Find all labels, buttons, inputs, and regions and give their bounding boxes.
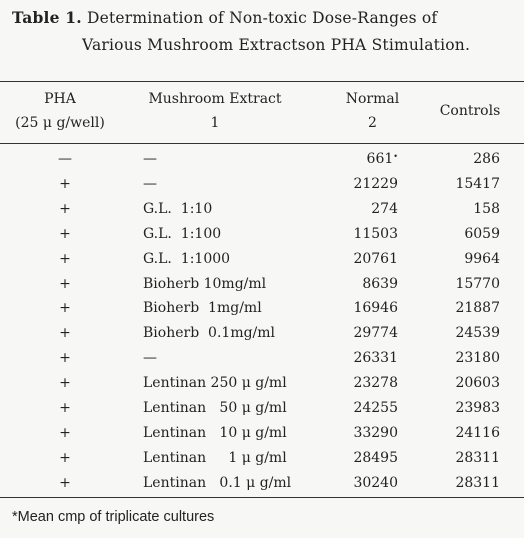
cell-normal-value: 20761 xyxy=(353,250,398,267)
header-extract-number: 1 xyxy=(210,115,220,131)
header-extract xyxy=(140,87,290,135)
table-body xyxy=(0,147,524,496)
table-row xyxy=(0,147,524,172)
cell-normal xyxy=(320,172,398,199)
cell-controls: 286 xyxy=(473,151,500,167)
cell-normal xyxy=(320,471,398,498)
table-row xyxy=(0,222,524,247)
cell-pha: + xyxy=(59,200,71,217)
cell-normal xyxy=(320,247,398,274)
table-row xyxy=(0,321,524,346)
table-row xyxy=(0,296,524,321)
header-pha xyxy=(10,87,110,135)
cell-pha: + xyxy=(59,375,71,392)
cell-normal xyxy=(320,147,398,174)
table-row xyxy=(0,346,524,371)
footnote: *Mean cmp of triplicate cultures xyxy=(12,509,215,525)
cell-normal-value: 16946 xyxy=(353,300,398,317)
cell-extract: G.L. 1:10 xyxy=(143,200,213,217)
cell-normal-value: 33290 xyxy=(353,424,398,441)
cell-extract: Lentinan 250 μ g/ml xyxy=(143,375,287,392)
cell-controls: 23983 xyxy=(455,400,500,417)
cell-extract: G.L. 1:1000 xyxy=(143,250,231,267)
cell-normal xyxy=(320,272,398,299)
cell-pha: + xyxy=(59,325,71,342)
cell-normal xyxy=(320,421,398,448)
header-normal xyxy=(330,87,415,135)
caption-line-1: Determination of Non-toxic Dose-Ranges of xyxy=(87,9,438,27)
cell-controls: 28311 xyxy=(455,449,500,466)
table-row xyxy=(0,272,524,297)
cell-pha: + xyxy=(59,275,71,292)
cell-normal xyxy=(320,446,398,473)
cell-normal-value: 11503 xyxy=(353,225,398,242)
cell-normal-value: 30240 xyxy=(353,474,398,491)
cell-extract: Lentinan 10 μ g/ml xyxy=(143,424,287,441)
cell-normal-value: 24255 xyxy=(353,400,398,417)
cell-extract: — xyxy=(143,151,157,167)
table-row xyxy=(0,371,524,396)
cell-controls: 6059 xyxy=(464,225,500,242)
table-row xyxy=(0,421,524,446)
cell-controls: 20603 xyxy=(455,375,500,392)
cell-controls: 24539 xyxy=(455,325,500,342)
cell-pha: + xyxy=(59,225,71,242)
header-normal-title: Normal xyxy=(345,91,400,107)
header-controls xyxy=(425,99,515,123)
table-label: Table 1. xyxy=(12,8,82,27)
cell-pha: + xyxy=(59,449,71,466)
cell-controls: 15770 xyxy=(455,275,500,292)
cell-controls: 9964 xyxy=(464,250,500,267)
cell-normal xyxy=(320,321,398,348)
table-row xyxy=(0,172,524,197)
cell-normal-value: 23278 xyxy=(353,375,398,392)
cell-normal-value: 29774 xyxy=(353,325,398,342)
header-extract-title: Mushroom Extract xyxy=(148,91,282,107)
header-pha-title: PHA xyxy=(44,91,76,107)
table-row xyxy=(0,197,524,222)
cell-controls: 24116 xyxy=(455,424,500,441)
top-rule xyxy=(0,81,524,82)
caption-line-2: Various Mushroom Extractson PHA Stimulation. xyxy=(82,36,471,54)
cell-normal xyxy=(320,371,398,398)
table-row xyxy=(0,446,524,471)
cell-pha: + xyxy=(59,175,71,192)
cell-normal-value: 21229 xyxy=(353,175,398,192)
table-row xyxy=(0,396,524,421)
cell-normal-mark: • xyxy=(393,152,398,161)
cell-pha: + xyxy=(59,350,71,367)
cell-pha: + xyxy=(59,400,71,417)
header-pha-dose: (25 μ g/well) xyxy=(15,115,105,131)
header-rule xyxy=(0,143,524,144)
cell-normal-value: 26331 xyxy=(353,350,398,367)
cell-pha: + xyxy=(59,424,71,441)
cell-controls: 28311 xyxy=(455,474,500,491)
cell-normal-value: 661 xyxy=(366,151,394,167)
cell-extract: Bioherb 1mg/ml xyxy=(143,300,262,317)
cell-normal xyxy=(320,296,398,323)
table-row xyxy=(0,247,524,272)
header-normal-number: 2 xyxy=(368,115,377,131)
cell-pha: + xyxy=(59,250,71,267)
cell-normal-value: 274 xyxy=(371,200,398,217)
cell-normal xyxy=(320,197,398,224)
cell-extract: Bioherb 0.1mg/ml xyxy=(143,325,276,342)
cell-normal xyxy=(320,222,398,249)
cell-normal xyxy=(320,346,398,373)
table-caption xyxy=(12,4,517,59)
cell-pha: + xyxy=(59,474,71,491)
bottom-rule xyxy=(0,497,524,498)
cell-normal xyxy=(320,396,398,423)
cell-extract: Lentinan 50 μ g/ml xyxy=(143,400,287,417)
cell-extract: — xyxy=(143,350,157,367)
cell-controls: 21887 xyxy=(455,300,500,317)
cell-pha: — xyxy=(58,151,72,167)
cell-extract: Lentinan 1 μ g/ml xyxy=(143,449,287,466)
cell-controls: 23180 xyxy=(455,350,500,367)
cell-controls: 15417 xyxy=(455,175,500,192)
cell-pha: + xyxy=(59,300,71,317)
cell-controls: 158 xyxy=(473,200,500,217)
cell-normal-value: 28495 xyxy=(353,449,398,466)
cell-normal-value: 8639 xyxy=(362,275,398,292)
header-controls-title: Controls xyxy=(439,103,501,119)
cell-extract: Bioherb 10mg/ml xyxy=(143,275,267,292)
table-row xyxy=(0,471,524,496)
cell-extract: G.L. 1:100 xyxy=(143,225,222,242)
cell-extract: Lentinan 0.1 μ g/ml xyxy=(143,474,292,491)
cell-extract: — xyxy=(143,175,157,192)
